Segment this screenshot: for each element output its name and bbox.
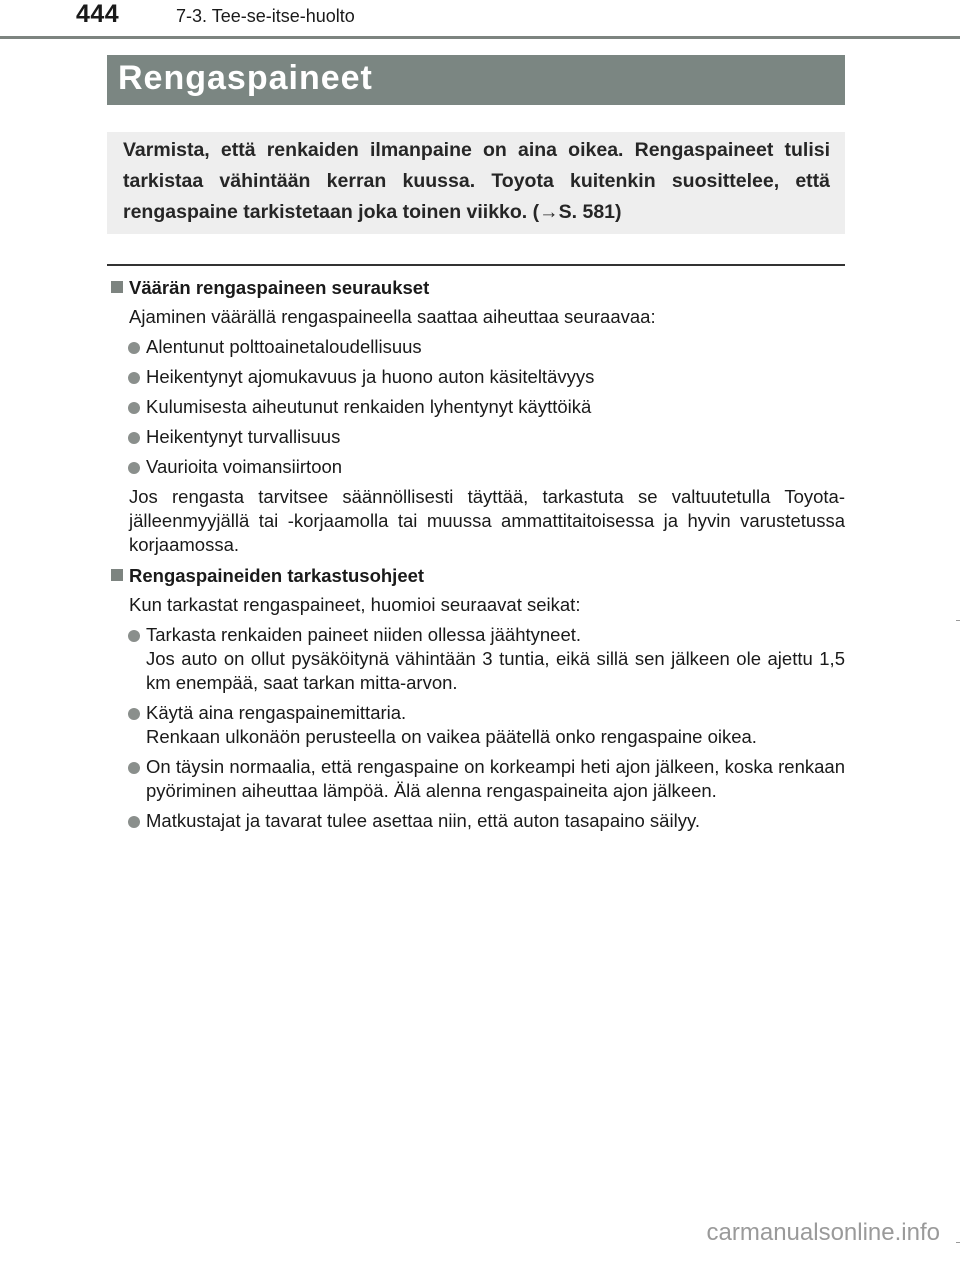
bullet-dot-icon bbox=[128, 816, 140, 828]
intro-box bbox=[107, 132, 845, 234]
list-item-text: Tarkasta renkaiden paineet niiden ollessa jäähtyneet. bbox=[146, 624, 582, 645]
section-heading bbox=[107, 275, 845, 303]
bullet-dot-icon bbox=[128, 462, 140, 474]
list-item-text: On täysin normaalia, että rengaspaine on korkeampi heti ajon jälkeen, koska renkaan pyöriminen aiheuttaa lämpöä. Älä alenna rengaspaineita ajon jälkeen. bbox=[146, 756, 845, 801]
list-item-text: Vaurioita voimansiirtoon bbox=[146, 456, 343, 477]
list-item bbox=[107, 425, 845, 449]
bullet-dot-icon bbox=[128, 372, 140, 384]
content bbox=[107, 275, 845, 833]
list-item bbox=[107, 623, 845, 695]
section-heading-text: Rengaspaineiden tarkastusohjeet bbox=[129, 565, 425, 586]
list-item bbox=[107, 755, 845, 803]
bullet-dot-icon bbox=[128, 762, 140, 774]
page-number: 444 bbox=[76, 0, 120, 28]
section-lead: Ajaminen väärällä rengaspaineella saattaa aiheuttaa seuraavaa: bbox=[129, 306, 656, 327]
header-divider bbox=[0, 36, 960, 39]
list-item bbox=[107, 455, 845, 479]
page-title: Rengaspaineet bbox=[118, 59, 373, 97]
page-header bbox=[0, 0, 960, 40]
list-item bbox=[107, 335, 845, 359]
square-bullet-icon bbox=[111, 281, 123, 293]
edge-mark bbox=[956, 620, 960, 621]
section-heading-text: Väärän rengaspaineen seuraukset bbox=[129, 277, 430, 298]
list-item-text: Käytä aina rengaspainemittaria. bbox=[146, 702, 407, 723]
section-label: 7-3. Tee-se-itse-huolto bbox=[176, 6, 355, 26]
list-item-text: Heikentynyt turvallisuus bbox=[146, 426, 341, 447]
bullet-dot-icon bbox=[128, 708, 140, 720]
bullet-dot-icon bbox=[128, 432, 140, 444]
list-item-note: Renkaan ulkonäön perusteella on vaikea päätellä onko rengaspaine oikea. bbox=[146, 726, 757, 747]
list-item bbox=[107, 395, 845, 419]
list-item bbox=[107, 809, 845, 833]
title-band bbox=[107, 55, 845, 105]
square-bullet-icon bbox=[111, 569, 123, 581]
intro-text: Varmista, että renkaiden ilmanpaine on aina oikea. Rengaspaineet tulisi tarkistaa vähintään kerran kuussa. Toyota kuitenkin suosittelee, että rengaspaine tarkistetaan joka toinen viikko. (→S. 581) bbox=[123, 139, 830, 223]
content-divider bbox=[107, 264, 845, 266]
list-item-note: Jos auto on ollut pysäköitynä vähintään 3 tuntia, eikä sillä sen jälkeen ole ajettu 1,5 km enempää, saat tarkan mitta-arvon. bbox=[146, 648, 845, 693]
list-item-text: Matkustajat ja tavarat tulee asettaa niin, että auton tasapaino säilyy. bbox=[146, 810, 700, 831]
bullet-dot-icon bbox=[128, 630, 140, 642]
section-lead: Kun tarkastat rengaspaineet, huomioi seuraavat seikat: bbox=[129, 594, 581, 615]
bullet-dot-icon bbox=[128, 402, 140, 414]
bullet-dot-icon bbox=[128, 342, 140, 354]
edge-mark bbox=[956, 1242, 960, 1243]
list-item-text: Alentunut polttoainetaloudellisuus bbox=[146, 336, 422, 357]
list-item bbox=[107, 701, 845, 749]
list-item-text: Heikentynyt ajomukavuus ja huono auton käsiteltävyys bbox=[146, 366, 595, 387]
list-item bbox=[107, 365, 845, 389]
watermark: carmanualsonline.info bbox=[706, 1219, 940, 1246]
section-heading bbox=[107, 563, 845, 591]
section-closing: Jos rengasta tarvitsee säännöllisesti täyttää, tarkastuta se valtuutetulla Toyota-jälleenmyyjällä tai -korjaamolla tai muussa ammattitaitoisessa ja hyvin varustetussa korjaamossa. bbox=[129, 486, 845, 555]
list-item-text: Kulumisesta aiheutunut renkaiden lyhentynyt käyttöikä bbox=[146, 396, 592, 417]
